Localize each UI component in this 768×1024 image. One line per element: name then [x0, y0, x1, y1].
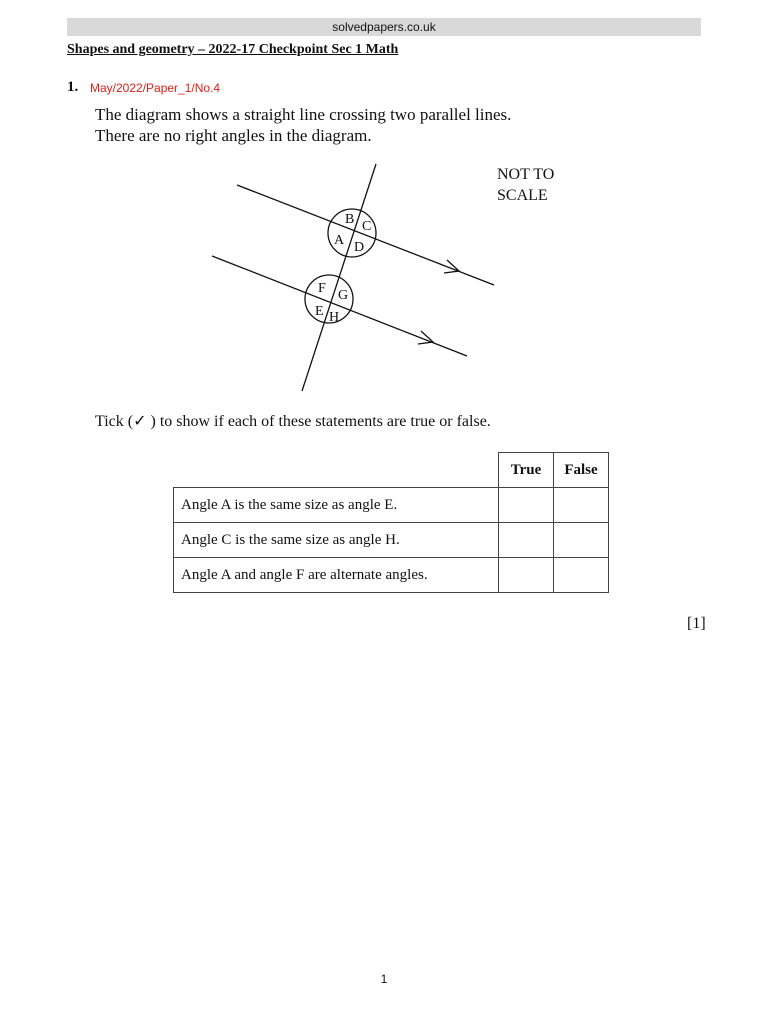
marks-indicator: [1]: [687, 615, 706, 632]
intro-line: There are no right angles in the diagram.: [95, 126, 372, 145]
true-false-table: [173, 452, 609, 593]
angle-label-f: F: [318, 281, 326, 296]
page-number: 1: [380, 972, 388, 986]
angle-label-e: E: [315, 304, 324, 319]
upper-parallel-line: [237, 185, 494, 285]
true-tick-cell[interactable]: [499, 558, 554, 593]
true-tick-cell[interactable]: [499, 488, 554, 523]
angle-label-g: G: [338, 288, 349, 303]
lower-parallel-line: [212, 256, 467, 356]
false-tick-cell[interactable]: [554, 488, 609, 523]
statement-cell: Angle C is the same size as angle H.: [174, 523, 499, 558]
question-reference: May/2022/Paper_1/No.4: [90, 81, 221, 95]
document-title: Shapes and geometry – 2022-17 Checkpoint Sec 1 Math: [67, 42, 399, 57]
question-number: 1.: [67, 79, 79, 95]
statement-cell: Angle A and angle F are alternate angles.: [174, 558, 499, 593]
scale-note-line: SCALE: [497, 187, 548, 204]
angle-label-b: B: [345, 212, 355, 227]
angle-label-a: A: [334, 233, 345, 248]
table-row: [174, 558, 609, 593]
angle-label-c: C: [362, 219, 372, 234]
true-tick-cell[interactable]: [499, 523, 554, 558]
instruction-text: Tick (✓ ) to show if each of these statements are true or false.: [95, 413, 491, 430]
intro-line: The diagram shows a straight line crossing two parallel lines.: [95, 105, 512, 124]
table-header-blank: [174, 453, 499, 488]
false-tick-cell[interactable]: [554, 558, 609, 593]
angle-label-d: D: [354, 240, 365, 255]
site-name: solvedpapers.co.uk: [332, 20, 436, 34]
angle-label-h: H: [329, 310, 340, 325]
table-header-true: True: [499, 453, 554, 488]
false-tick-cell[interactable]: [554, 523, 609, 558]
table-row: [174, 488, 609, 523]
table-row: [174, 523, 609, 558]
statement-cell: Angle A is the same size as angle E.: [174, 488, 499, 523]
table-header-false: False: [554, 453, 609, 488]
scale-note-line: NOT TO: [497, 166, 555, 183]
